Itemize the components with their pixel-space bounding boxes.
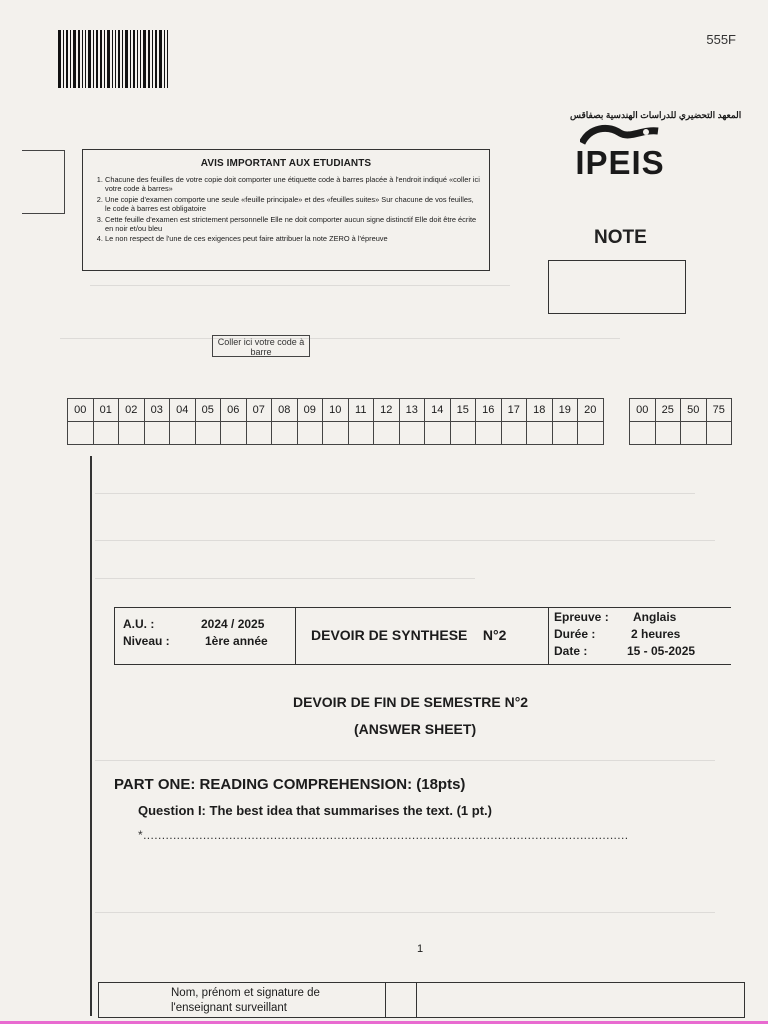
notice-item: 2. Une copie d'examen comporte une seule «feuille principale» et des «feuilles suites» Sur chacune de vos feuilles, le code à barres est obligatoire <box>105 195 481 214</box>
logo-wave-icon <box>580 123 660 145</box>
barcode-bar <box>63 30 64 88</box>
grade-checkbox[interactable] <box>552 422 578 445</box>
page-number: 1 <box>417 943 424 955</box>
grade-label: 02 <box>119 399 145 422</box>
grade-checkbox[interactable] <box>578 422 604 445</box>
barcode <box>58 30 170 88</box>
notice-item: 1. Chacune des feuilles de votre copie doit comporter une étiquette code à barres placée à l'endroit indiqué «coller ici votre code à barres» <box>105 175 481 194</box>
barcode-bar <box>137 30 138 88</box>
au-label: A.U. : <box>123 617 155 631</box>
barcode-bar <box>70 30 71 88</box>
barcode-bar <box>159 30 162 88</box>
grade-label: 75 <box>706 399 732 422</box>
grade-label: 11 <box>348 399 374 422</box>
barcode-bar <box>115 30 116 88</box>
grade-checkbox[interactable] <box>323 422 349 445</box>
grade-checkbox[interactable] <box>681 422 707 445</box>
sub-heading: (ANSWER SHEET) <box>354 721 477 737</box>
grade-checkbox[interactable] <box>450 422 476 445</box>
barcode-bar <box>107 30 110 88</box>
grade-checkbox[interactable] <box>425 422 451 445</box>
barcode-bar <box>96 30 98 88</box>
grade-checkbox[interactable] <box>706 422 732 445</box>
barcode-bar <box>58 30 61 88</box>
margin-stub-box <box>22 150 65 214</box>
date-label: Date : <box>554 644 588 658</box>
question-1: Question I: The best idea that summarises the text. (1 pt.) <box>138 803 492 818</box>
grade-checkbox[interactable] <box>527 422 553 445</box>
niveau-value: 1ère année <box>205 634 268 648</box>
grade-label: 16 <box>476 399 502 422</box>
margin-line <box>90 456 92 1016</box>
notice-box <box>82 149 490 271</box>
grade-label: 20 <box>578 399 604 422</box>
bleed-through-line <box>90 285 510 286</box>
bleed-through-line <box>95 578 475 579</box>
barcode-bar <box>140 30 141 88</box>
grade-label: 08 <box>272 399 298 422</box>
barcode-bar <box>143 30 146 88</box>
notice-list <box>91 175 481 244</box>
barcode-bar <box>66 30 68 88</box>
barcode-bar <box>88 30 91 88</box>
barcode-bar <box>82 30 83 88</box>
grade-label: 14 <box>425 399 451 422</box>
exam-title: DEVOIR DE SYNTHESE N°2 <box>311 627 507 643</box>
grade-checkbox[interactable] <box>195 422 221 445</box>
grade-label: 00 <box>68 399 94 422</box>
bleed-through-line <box>60 338 620 339</box>
answer-line[interactable]: *.................................................................................................................................. <box>138 828 629 842</box>
grade-checkbox[interactable] <box>297 422 323 445</box>
duree-value: 2 heures <box>631 627 681 641</box>
barcode-bar <box>93 30 94 88</box>
notice-title: AVIS IMPORTANT AUX ETUDIANTS <box>200 158 372 169</box>
grade-checkbox[interactable] <box>221 422 247 445</box>
divider <box>385 983 386 1017</box>
grade-label: 13 <box>399 399 425 422</box>
barcode-bar <box>167 30 168 88</box>
grade-label: 50 <box>681 399 707 422</box>
note-label: NOTE <box>594 227 647 248</box>
logo-arabic-text: المعهد التحضيري للدراسات الهندسية بصفاقس <box>570 110 742 120</box>
grade-checkbox[interactable] <box>501 422 527 445</box>
decimal-grade-grid <box>629 398 732 445</box>
barcode-bar <box>164 30 165 88</box>
grade-checkbox[interactable] <box>374 422 400 445</box>
barcode-bar <box>133 30 135 88</box>
bleed-through-line <box>95 912 715 913</box>
grade-checkbox[interactable] <box>144 422 170 445</box>
barcode-bar <box>104 30 105 88</box>
grade-checkbox[interactable] <box>630 422 656 445</box>
grade-label: 00 <box>630 399 656 422</box>
grade-checkbox[interactable] <box>348 422 374 445</box>
grade-label: 03 <box>144 399 170 422</box>
epreuve-value: Anglais <box>633 610 677 624</box>
divider <box>548 608 549 664</box>
grade-label: 17 <box>501 399 527 422</box>
bleed-through-line <box>95 760 715 761</box>
grade-checkbox[interactable] <box>68 422 94 445</box>
grade-checkbox[interactable] <box>246 422 272 445</box>
barcode-bar <box>122 30 123 88</box>
grade-label: 06 <box>221 399 247 422</box>
divider <box>295 608 296 664</box>
barcode-bar <box>148 30 150 88</box>
notice-item: 4. Le non respect de l'une de ces exigences peut faire attribuer la note ZERO à l'épreuve <box>105 234 481 243</box>
barcode-bar <box>78 30 80 88</box>
bleed-through-line <box>95 493 695 494</box>
barcode-bar <box>112 30 113 88</box>
date-value: 15 - 05-2025 <box>627 644 696 658</box>
grade-label: 09 <box>297 399 323 422</box>
grade-label: 04 <box>170 399 196 422</box>
barcode-bar <box>100 30 102 88</box>
part-one-heading: PART ONE: READING COMPREHENSION: (18pts) <box>114 776 466 793</box>
grade-label: 18 <box>527 399 553 422</box>
grade-label: 12 <box>374 399 400 422</box>
grade-label: 07 <box>246 399 272 422</box>
grade-checkbox[interactable] <box>93 422 119 445</box>
bleed-through-line <box>95 540 715 541</box>
grade-label: 10 <box>323 399 349 422</box>
grade-label: 05 <box>195 399 221 422</box>
duree-label: Durée : <box>554 627 596 641</box>
au-value: 2024 / 2025 <box>201 617 265 631</box>
divider <box>416 983 417 1017</box>
logo-text: IPEIS <box>575 144 665 181</box>
barcode-bar <box>85 30 86 88</box>
sheet-code: 555F <box>706 32 736 47</box>
supervisor-signature-box <box>98 982 745 1018</box>
barcode-bar <box>130 30 131 88</box>
note-box[interactable] <box>548 260 686 314</box>
barcode-bar <box>118 30 120 88</box>
grade-label: 15 <box>450 399 476 422</box>
barcode-bar <box>152 30 153 88</box>
main-heading: DEVOIR DE FIN DE SEMESTRE N°2 <box>293 694 529 710</box>
niveau-label: Niveau : <box>123 634 170 648</box>
notice-item: 3. Cette feuille d'examen est strictement personnelle Elle ne doit comporter aucun signe distinctif Elle doit être écrite en noir et/ou bleu <box>105 215 481 234</box>
grade-label: 01 <box>93 399 119 422</box>
grade-checkbox[interactable] <box>655 422 681 445</box>
grade-checkbox[interactable] <box>476 422 502 445</box>
barcode-bar <box>155 30 157 88</box>
grade-checkbox[interactable] <box>272 422 298 445</box>
grade-label: 19 <box>552 399 578 422</box>
integer-grade-grid <box>67 398 604 445</box>
exam-info-box <box>114 607 731 665</box>
grade-label: 25 <box>655 399 681 422</box>
ipeis-logo <box>570 110 742 200</box>
supervisor-label: Nom, prénom et signature de l'enseignant surveillant <box>171 987 320 1014</box>
epreuve-label: Epreuve : <box>554 610 609 624</box>
barcode-bar <box>125 30 128 88</box>
barcode-bar <box>73 30 76 88</box>
grade-checkbox[interactable] <box>170 422 196 445</box>
grade-checkbox[interactable] <box>119 422 145 445</box>
barcode-paste-area: Coller ici votre code à barre <box>212 335 310 357</box>
grade-checkbox[interactable] <box>399 422 425 445</box>
